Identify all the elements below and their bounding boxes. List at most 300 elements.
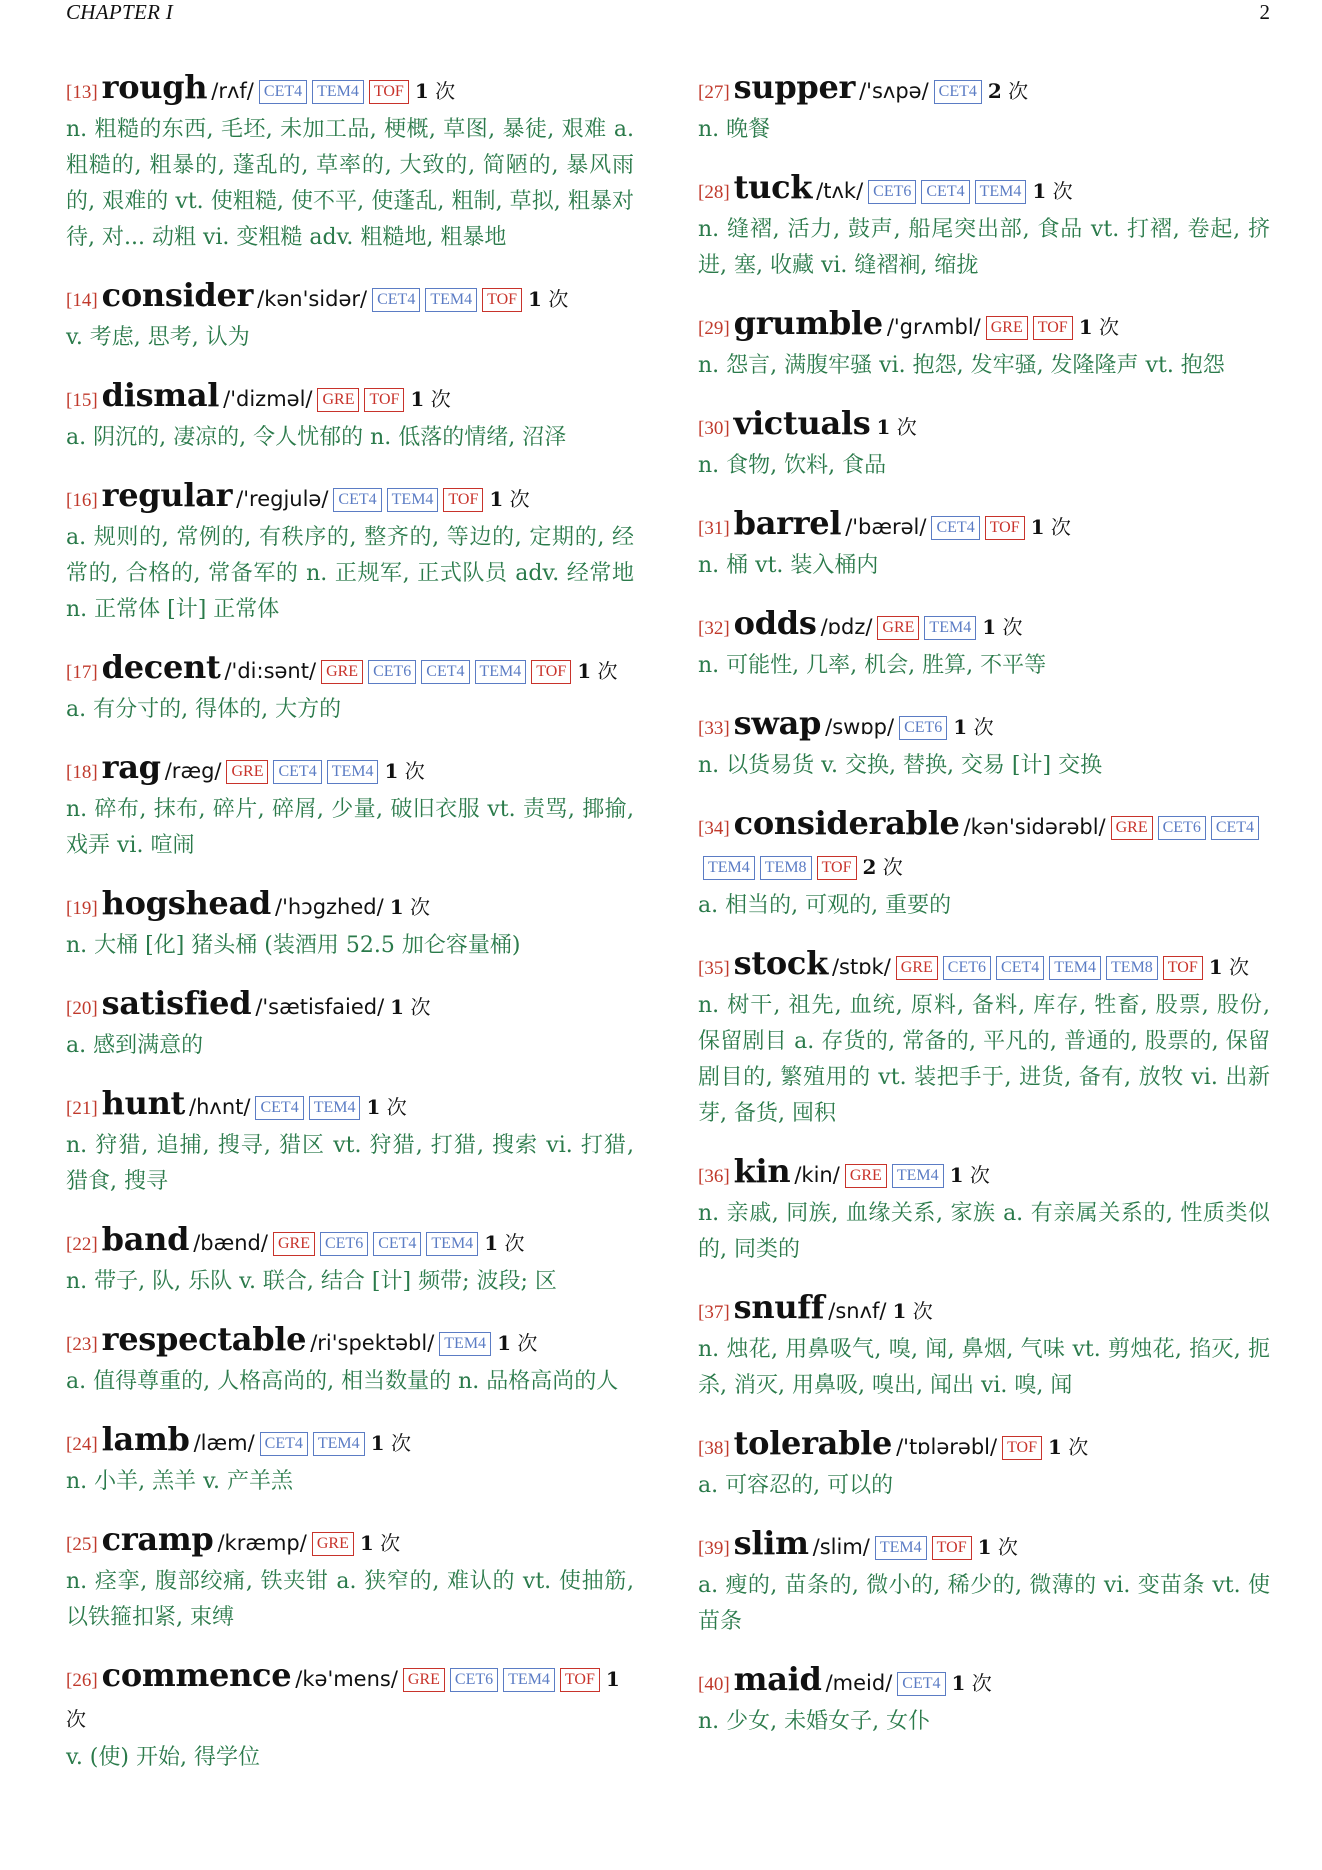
entry-head — [698, 804, 1270, 888]
count-number: 2 — [987, 79, 1002, 103]
exam-tag: TEM4 — [975, 180, 1027, 204]
definition: n. 树干, 祖先, 血统, 原料, 备料, 库存, 牲畜, 股票, 股份, 保留剧目 a. 存货的, 常备的, 平凡的, 普通的, 股票的, 保留剧目的, 繁殖用的 vt. 装把手于, 进货, 备有, 放牧 vi. 出新芽, 备货, 囤积 — [698, 993, 1270, 1126]
exam-tag: GRE — [1111, 816, 1153, 840]
count-unit: 次 — [409, 895, 430, 919]
exam-tag: CET4 — [372, 288, 420, 312]
exam-tag: TEM4 — [312, 80, 364, 104]
entry-head — [66, 748, 634, 792]
exam-tag: GRE — [986, 316, 1028, 340]
exam-tag: CET4 — [931, 516, 979, 540]
headword: consider — [101, 276, 254, 314]
count-number: 1 — [1208, 955, 1223, 979]
pronunciation: /kən'sidər/ — [257, 287, 368, 311]
exam-tag: CET6 — [943, 956, 991, 980]
headword: tolerable — [733, 1424, 893, 1462]
exam-tag: CET6 — [1158, 816, 1206, 840]
definition: n. 亲戚, 同族, 血缘关系, 家族 a. 有亲属关系的, 性质类似的, 同类的 — [698, 1201, 1270, 1262]
exam-tag: TOF — [932, 1536, 972, 1560]
exam-tag: CET4 — [1211, 816, 1259, 840]
definition: n. 以货易货 v. 交换, 替换, 交易 [计] 交换 — [698, 753, 1103, 778]
exam-tag: TEM4 — [426, 1232, 478, 1256]
vocab-entry — [66, 1320, 634, 1400]
count-unit: 次 — [969, 1163, 990, 1187]
count-unit: 次 — [430, 387, 451, 411]
count-number: 1 — [414, 79, 429, 103]
count-number: 1 — [359, 1531, 374, 1555]
occurrence-count — [390, 895, 430, 919]
headword: odds — [733, 604, 817, 642]
definition: a. 规则的, 常例的, 有秩序的, 整齐的, 等边的, 定期的, 经常的, 合格的, 常备军的 n. 正规军, 正式队员 adv. 经常地 n. 正常体 [计] 正常体 — [66, 525, 634, 622]
exam-tag: TOF — [560, 1668, 600, 1692]
entry-head — [66, 1084, 634, 1128]
definition: a. 有分寸的, 得体的, 大方的 — [66, 697, 342, 722]
count-unit: 次 — [1050, 515, 1071, 539]
pronunciation: /'sætisfaied/ — [255, 995, 385, 1019]
count-unit: 次 — [548, 287, 569, 311]
exam-tag: CET6 — [899, 716, 947, 740]
left-column — [66, 68, 634, 1796]
count-number: 1 — [577, 659, 592, 683]
page-header — [66, 0, 1270, 30]
pronunciation: /ri'spektəbl/ — [310, 1331, 435, 1355]
definition: n. 烛花, 用鼻吸气, 嗅, 闻, 鼻烟, 气味 vt. 剪烛花, 掐灭, 扼杀, 消灭, 用鼻吸, 嗅出, 闻出 vi. 嗅, 闻 — [698, 1337, 1270, 1398]
exam-tag: TEM4 — [387, 488, 439, 512]
exam-tag: GRE — [226, 760, 268, 784]
definition: a. 可容忍的, 可以的 — [698, 1473, 894, 1498]
entry-index: [27] — [698, 82, 730, 103]
entry-index: [22] — [66, 1234, 98, 1255]
headword: considerable — [733, 804, 960, 842]
occurrence-count — [484, 1231, 524, 1255]
count-number: 1 — [1078, 315, 1093, 339]
vocab-entry — [698, 68, 1270, 148]
exam-tag: TEM8 — [1106, 956, 1158, 980]
exam-tag: CET6 — [450, 1668, 498, 1692]
count-number: 1 — [497, 1331, 511, 1355]
vocab-entry — [66, 476, 634, 628]
entry-head — [66, 1420, 634, 1464]
count-number: 1 — [389, 895, 404, 919]
count-number: 1 — [949, 1163, 964, 1187]
count-number: 1 — [1032, 179, 1047, 203]
entry-index: [40] — [698, 1674, 730, 1695]
vocab-entry — [698, 604, 1270, 684]
count-unit: 次 — [509, 487, 530, 511]
entry-index: [14] — [66, 290, 98, 311]
occurrence-count — [1079, 315, 1119, 339]
headword: swap — [733, 704, 822, 742]
pronunciation: /rʌf/ — [211, 79, 254, 103]
entry-index: [16] — [66, 490, 98, 511]
count-unit: 次 — [971, 1671, 992, 1695]
definition: v. 考虑, 思考, 认为 — [66, 325, 250, 350]
occurrence-count — [577, 659, 617, 683]
entry-head — [66, 1220, 634, 1264]
vocab-entry — [698, 804, 1270, 924]
definition: n. 缝褶, 活力, 鼓声, 船尾突出部, 食品 vt. 打褶, 卷起, 挤进, 塞, 收藏 vi. 缝褶裥, 缩拢 — [698, 217, 1270, 278]
headword: barrel — [733, 504, 842, 542]
occurrence-count — [415, 79, 455, 103]
vocab-entry — [698, 704, 1270, 784]
headword: victuals — [733, 404, 871, 442]
occurrence-count — [988, 79, 1028, 103]
exam-tag: CET4 — [259, 80, 307, 104]
count-number: 1 — [1030, 515, 1045, 539]
exam-tag: TEM4 — [1049, 956, 1101, 980]
vocab-entry — [66, 1420, 634, 1500]
entry-head — [698, 168, 1270, 212]
count-number: 1 — [370, 1431, 385, 1455]
exam-tag: CET4 — [260, 1432, 308, 1456]
count-number: 2 — [862, 855, 877, 879]
exam-tag: TEM4 — [425, 288, 477, 312]
occurrence-count — [863, 855, 903, 879]
exam-tag: GRE — [403, 1668, 445, 1692]
occurrence-count — [1209, 955, 1249, 979]
vocab-entry — [66, 276, 634, 356]
pronunciation: /slim/ — [812, 1535, 870, 1559]
count-number: 1 — [953, 715, 968, 739]
exam-tag: GRE — [845, 1164, 887, 1188]
entry-head — [66, 276, 634, 320]
definition: n. 碎布, 抹布, 碎片, 碎屑, 少量, 破旧衣服 vt. 责骂, 揶揄, 戏弄 vi. 喧闹 — [66, 797, 634, 858]
vocab-entry — [698, 1424, 1270, 1504]
pronunciation: /'dizməl/ — [223, 387, 313, 411]
definition: n. 怨言, 满腹牢骚 vi. 抱怨, 发牢骚, 发隆隆声 vt. 抱怨 — [698, 353, 1225, 378]
vocab-entry — [66, 748, 634, 864]
entry-index: [28] — [698, 182, 730, 203]
exam-tag: CET4 — [373, 1232, 421, 1256]
count-unit: 次 — [66, 1707, 86, 1731]
headword: commence — [101, 1656, 292, 1694]
vocab-entry — [66, 984, 634, 1064]
entry-index: [20] — [66, 998, 98, 1019]
occurrence-count — [410, 387, 450, 411]
count-unit: 次 — [896, 415, 917, 439]
entry-index: [23] — [66, 1334, 98, 1355]
occurrence-count — [982, 615, 1022, 639]
entry-index: [19] — [66, 898, 98, 919]
count-number: 1 — [1048, 1435, 1062, 1459]
headword: respectable — [101, 1320, 307, 1358]
exam-tag: CET4 — [934, 80, 982, 104]
right-column — [698, 68, 1270, 1760]
entry-index: [39] — [698, 1538, 730, 1559]
occurrence-count — [876, 415, 916, 439]
count-unit: 次 — [997, 1535, 1018, 1559]
pronunciation: /læm/ — [193, 1431, 255, 1455]
exam-tag: CET4 — [996, 956, 1044, 980]
entry-head — [698, 604, 1270, 648]
count-number: 1 — [605, 1667, 620, 1691]
exam-tag: CET6 — [868, 180, 916, 204]
pronunciation: /kən'sidərəbl/ — [963, 815, 1106, 839]
entry-index: [26] — [66, 1670, 98, 1691]
count-unit: 次 — [380, 1531, 401, 1555]
page-number: 2 — [1259, 0, 1270, 24]
entry-index: [18] — [66, 762, 98, 783]
definition: n. 可能性, 几率, 机会, 胜算, 不平等 — [698, 653, 1047, 678]
entry-index: [25] — [66, 1534, 98, 1555]
vocab-entry — [66, 1656, 634, 1776]
exam-tag: TOF — [1033, 316, 1073, 340]
occurrence-count — [489, 487, 529, 511]
exam-tag: TOF — [817, 856, 857, 880]
exam-tag: TOF — [531, 660, 571, 684]
count-unit: 次 — [1002, 615, 1023, 639]
definition: n. 痉挛, 腹部绞痛, 铁夹钳 a. 狭窄的, 难认的 vt. 使抽筋, 以铁箍扣紧, 束缚 — [66, 1569, 634, 1630]
pronunciation: /hʌnt/ — [189, 1095, 251, 1119]
entry-head — [66, 476, 634, 520]
count-unit: 次 — [410, 995, 431, 1019]
exam-tag: TEM4 — [875, 1536, 927, 1560]
entry-index: [32] — [698, 618, 730, 639]
exam-tag: GRE — [317, 388, 359, 412]
exam-tag: TEM4 — [503, 1668, 555, 1692]
exam-tag: TEM8 — [760, 856, 812, 880]
exam-tag: TEM4 — [475, 660, 527, 684]
entry-head — [698, 1660, 1270, 1704]
headword: supper — [733, 68, 856, 106]
headword: band — [101, 1220, 190, 1258]
pronunciation: /kin/ — [794, 1163, 840, 1187]
entry-head — [698, 1424, 1270, 1468]
entry-head — [698, 68, 1270, 112]
pronunciation: /stɒk/ — [831, 955, 891, 979]
count-number: 1 — [977, 1535, 992, 1559]
headword: rough — [101, 68, 208, 106]
headword: kin — [733, 1152, 791, 1190]
count-number: 1 — [892, 1299, 907, 1323]
count-number: 1 — [390, 995, 405, 1019]
exam-tag: GRE — [896, 956, 938, 980]
exam-tag: CET4 — [255, 1096, 303, 1120]
pronunciation: /kə'mens/ — [295, 1667, 398, 1691]
exam-tag: TOF — [482, 288, 522, 312]
exam-tag: TOF — [369, 80, 409, 104]
exam-tag: TOF — [1002, 1436, 1042, 1460]
exam-tag: GRE — [321, 660, 363, 684]
exam-tag: CET4 — [897, 1672, 945, 1696]
definition: v. (使) 开始, 得学位 — [66, 1745, 260, 1770]
entry-index: [35] — [698, 958, 730, 979]
definition: a. 感到满意的 — [66, 1033, 204, 1058]
entry-head — [66, 984, 634, 1028]
pronunciation: /ɒdz/ — [820, 615, 873, 639]
count-unit: 次 — [912, 1299, 933, 1323]
entry-head — [698, 704, 1270, 748]
pronunciation: /'tɒlərəbl/ — [896, 1435, 998, 1459]
count-unit: 次 — [386, 1095, 407, 1119]
vocab-entry — [698, 1288, 1270, 1404]
definition: n. 狩猎, 追捕, 搜寻, 猎区 vt. 狩猎, 打猎, 搜索 vi. 打猎, 猎食, 搜寻 — [66, 1133, 634, 1194]
occurrence-count — [1048, 1435, 1088, 1459]
occurrence-count — [950, 1163, 990, 1187]
count-unit: 次 — [973, 715, 994, 739]
entry-head — [698, 504, 1270, 548]
count-number: 1 — [528, 287, 542, 311]
entry-head — [66, 1520, 634, 1564]
entry-index: [15] — [66, 390, 98, 411]
vocab-entry — [698, 168, 1270, 284]
count-unit: 次 — [1008, 79, 1029, 103]
headword: tuck — [733, 168, 813, 206]
count-number: 1 — [384, 759, 399, 783]
count-number: 1 — [366, 1095, 381, 1119]
definition: a. 相当的, 可观的, 重要的 — [698, 893, 952, 918]
occurrence-count — [528, 287, 568, 311]
occurrence-count — [366, 1095, 406, 1119]
pronunciation: /ræg/ — [164, 759, 222, 783]
entry-head — [698, 944, 1270, 988]
count-number: 1 — [982, 615, 997, 639]
chapter-title: CHAPTER I — [66, 0, 174, 24]
count-number: 1 — [951, 1671, 966, 1695]
headword: snuff — [733, 1288, 825, 1326]
entry-index: [34] — [698, 818, 730, 839]
definition: n. 晚餐 — [698, 117, 771, 142]
occurrence-count — [371, 1431, 411, 1455]
pronunciation: /bænd/ — [193, 1231, 268, 1255]
exam-tag: CET6 — [368, 660, 416, 684]
occurrence-count — [1032, 179, 1072, 203]
occurrence-count — [497, 1331, 537, 1355]
vocab-entry — [66, 376, 634, 456]
vocab-entry — [66, 884, 634, 964]
definition: n. 少女, 未婚女子, 女仆 — [698, 1709, 931, 1734]
entry-index: [17] — [66, 662, 98, 683]
occurrence-count — [384, 759, 424, 783]
definition: a. 瘦的, 苗条的, 微小的, 稀少的, 微薄的 vi. 变苗条 vt. 使苗条 — [698, 1573, 1270, 1634]
pronunciation: /'bærəl/ — [845, 515, 927, 539]
entry-index: [13] — [66, 82, 98, 103]
entry-head — [66, 648, 634, 692]
vocab-entry — [698, 944, 1270, 1132]
entry-head — [698, 304, 1270, 348]
pronunciation: /swɒp/ — [825, 715, 895, 739]
headword: grumble — [733, 304, 883, 342]
exam-tag: CET4 — [333, 488, 381, 512]
count-number: 1 — [410, 387, 425, 411]
headword: hogshead — [101, 884, 271, 922]
occurrence-count — [1031, 515, 1071, 539]
exam-tag: TEM4 — [924, 616, 976, 640]
definition: n. 大桶 [化] 猪头桶 (装酒用 52.5 加仑容量桶) — [66, 933, 521, 958]
entry-index: [37] — [698, 1302, 730, 1323]
entry-head — [66, 884, 634, 928]
count-unit: 次 — [390, 1431, 411, 1455]
occurrence-count — [978, 1535, 1018, 1559]
entry-head — [698, 1152, 1270, 1196]
vocab-entry — [698, 1524, 1270, 1640]
count-unit: 次 — [1229, 955, 1250, 979]
count-number: 1 — [484, 1231, 499, 1255]
pronunciation: /snʌf/ — [828, 1299, 887, 1323]
exam-tag: GRE — [273, 1232, 315, 1256]
definition: n. 粗糙的东西, 毛坯, 未加工品, 梗概, 草图, 暴徒, 艰难 a. 粗糙的, 粗暴的, 蓬乱的, 草率的, 大致的, 简陋的, 暴风雨的, 艰难的 vt. 使粗糙, 使不平, 使蓬乱, 粗制, 草拟, 粗暴对待, 对... 动粗 vi. 变粗糙 adv. 粗糙地, 粗暴地 — [66, 117, 634, 250]
count-unit: 次 — [517, 1331, 538, 1355]
count-number: 1 — [876, 415, 891, 439]
occurrence-count — [953, 715, 993, 739]
exam-tag: TOF — [443, 488, 483, 512]
exam-tag: TEM4 — [892, 1164, 944, 1188]
headword: regular — [101, 476, 233, 514]
pronunciation: /meid/ — [825, 1671, 893, 1695]
pronunciation: /'sʌpə/ — [859, 79, 929, 103]
count-unit: 次 — [597, 659, 618, 683]
pronunciation: /'hɔgzhed/ — [275, 895, 384, 919]
vocab-entry — [66, 1084, 634, 1200]
definition: a. 值得尊重的, 人格高尚的, 相当数量的 n. 品格高尚的人 — [66, 1369, 619, 1394]
entry-head — [66, 68, 634, 112]
headword: slim — [733, 1524, 809, 1562]
vocab-entry — [698, 504, 1270, 584]
entry-index: [30] — [698, 418, 730, 439]
exam-tag: CET4 — [421, 660, 469, 684]
headword: lamb — [101, 1420, 190, 1458]
exam-tag: TOF — [1163, 956, 1203, 980]
exam-tag: CET4 — [921, 180, 969, 204]
definition: n. 带子, 队, 乐队 v. 联合, 结合 [计] 频带; 波段; 区 — [66, 1269, 557, 1294]
exam-tag: TEM4 — [439, 1332, 491, 1356]
pronunciation: /kræmp/ — [217, 1531, 307, 1555]
exam-tag: TEM4 — [327, 760, 379, 784]
entry-head — [698, 404, 1270, 448]
occurrence-count — [360, 1531, 400, 1555]
count-unit: 次 — [882, 855, 903, 879]
exam-tag: CET6 — [320, 1232, 368, 1256]
headword: satisfied — [101, 984, 252, 1022]
exam-tag: TEM4 — [309, 1096, 361, 1120]
count-unit: 次 — [1068, 1435, 1089, 1459]
count-number: 1 — [489, 487, 504, 511]
count-unit: 次 — [404, 759, 425, 783]
entry-index: [38] — [698, 1438, 730, 1459]
vocab-entry — [698, 1152, 1270, 1268]
vocab-entry — [66, 648, 634, 728]
exam-tag: TEM4 — [703, 856, 755, 880]
entry-head — [66, 1656, 634, 1740]
count-unit: 次 — [1052, 179, 1073, 203]
count-unit: 次 — [1098, 315, 1119, 339]
headword: decent — [101, 648, 221, 686]
occurrence-count — [892, 1299, 932, 1323]
entry-head — [698, 1524, 1270, 1568]
pronunciation: /'grʌmbl/ — [886, 315, 981, 339]
entry-index: [33] — [698, 718, 730, 739]
occurrence-count — [390, 995, 430, 1019]
exam-tag: GRE — [877, 616, 919, 640]
headword: maid — [733, 1660, 822, 1698]
vocab-entry — [66, 1220, 634, 1300]
entry-index: [29] — [698, 318, 730, 339]
count-unit: 次 — [504, 1231, 525, 1255]
vocab-entry — [698, 404, 1270, 484]
entry-head — [66, 376, 634, 420]
exam-tag: CET4 — [273, 760, 321, 784]
definition: a. 阴沉的, 凄凉的, 令人忧郁的 n. 低落的情绪, 沼泽 — [66, 425, 567, 450]
vocab-entry — [66, 68, 634, 256]
exam-tag: TOF — [985, 516, 1025, 540]
definition: n. 食物, 饮料, 食品 — [698, 453, 887, 478]
occurrence-count — [952, 1671, 992, 1695]
exam-tag: TOF — [364, 388, 404, 412]
entry-index: [24] — [66, 1434, 98, 1455]
entry-index: [36] — [698, 1166, 730, 1187]
count-unit: 次 — [435, 79, 456, 103]
pronunciation: /'regjulə/ — [236, 487, 329, 511]
exam-tag: TEM4 — [313, 1432, 365, 1456]
